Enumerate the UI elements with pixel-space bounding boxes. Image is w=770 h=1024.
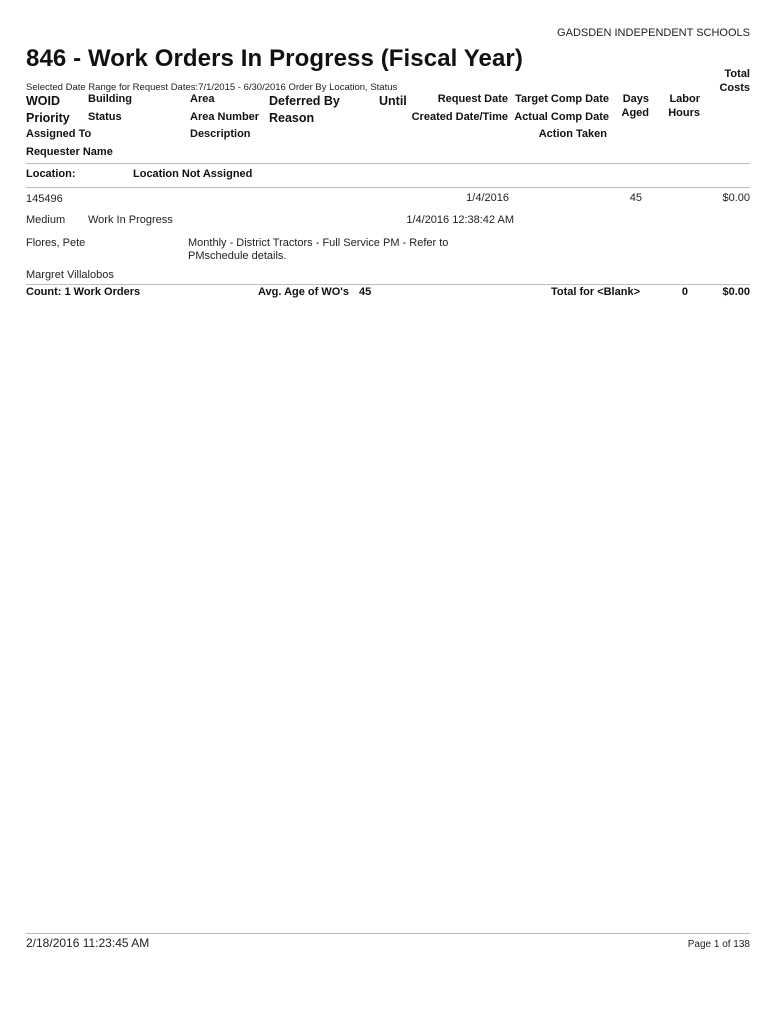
page-number: Page 1 of 138 [687, 939, 750, 950]
summary-count: Count: 1 Work Orders [26, 286, 141, 298]
col-description: Description [190, 128, 251, 140]
group-divider [26, 187, 750, 188]
record-created-datetime: 1/4/2016 12:38:42 AM [406, 214, 514, 226]
summary-total-costs: $0.00 [722, 286, 750, 298]
summary-divider [26, 284, 750, 285]
record-woid: 145496 [26, 193, 63, 205]
col-actual-comp-date: Actual Comp Date [514, 111, 609, 123]
record-priority: Medium [26, 214, 66, 226]
record-description: Monthly - District Tractors - Full Service PM - Refer to PMschedule details. [188, 237, 449, 262]
col-until: Until [379, 94, 407, 108]
col-request-date: Request Date [437, 93, 508, 105]
report-title: 846 - Work Orders In Progress (Fiscal Year) [26, 45, 523, 72]
col-days-line1: Days [622, 93, 649, 105]
summary-total-for: Total for <Blank> [550, 286, 640, 298]
col-woid: WOID [26, 94, 61, 108]
col-requester-name: Requester Name [26, 146, 113, 158]
date-range-text: Selected Date Range for Request Dates:7/1/2015 - 6/30/2016 Order By Location, Status [26, 82, 398, 93]
record-total-costs: $0.00 [722, 192, 750, 204]
col-costs-line2: Costs [719, 82, 750, 94]
col-created-datetime: Created Date/Time [411, 111, 508, 123]
summary-avg-age-label: Avg. Age of WO's [258, 286, 350, 298]
location-label: Location: [26, 168, 76, 180]
col-total-line1: Total [724, 68, 750, 80]
col-area: Area [190, 93, 215, 105]
col-hours-line2: Hours [668, 107, 700, 119]
col-labor-line1: Labor [669, 93, 700, 105]
col-assigned-to: Assigned To [26, 128, 92, 140]
record-status: Work In Progress [88, 214, 173, 226]
col-aged-line2: Aged [621, 107, 649, 119]
footer-divider [26, 933, 750, 934]
col-target-comp-date: Target Comp Date [515, 93, 609, 105]
record-requester-name: Margret Villalobos [26, 269, 114, 281]
summary-avg-age-value: 45 [359, 286, 372, 298]
location-value: Location Not Assigned [133, 168, 253, 180]
record-request-date: 1/4/2016 [466, 192, 509, 204]
record-assigned-to: Flores, Pete [26, 237, 86, 249]
organization-name: GADSDEN INDEPENDENT SCHOOLS [557, 27, 750, 39]
printed-timestamp: 2/18/2016 11:23:45 AM [26, 936, 150, 950]
col-action-taken: Action Taken [538, 128, 607, 140]
summary-total-hours: 0 [681, 286, 688, 298]
col-status: Status [88, 111, 122, 123]
col-priority: Priority [26, 111, 70, 125]
col-building: Building [88, 93, 132, 105]
header-divider [26, 163, 750, 164]
col-deferred-by: Deferred By [269, 94, 340, 108]
record-days-aged: 45 [629, 192, 642, 204]
col-area-number: Area Number [190, 111, 260, 123]
col-reason: Reason [269, 111, 315, 125]
